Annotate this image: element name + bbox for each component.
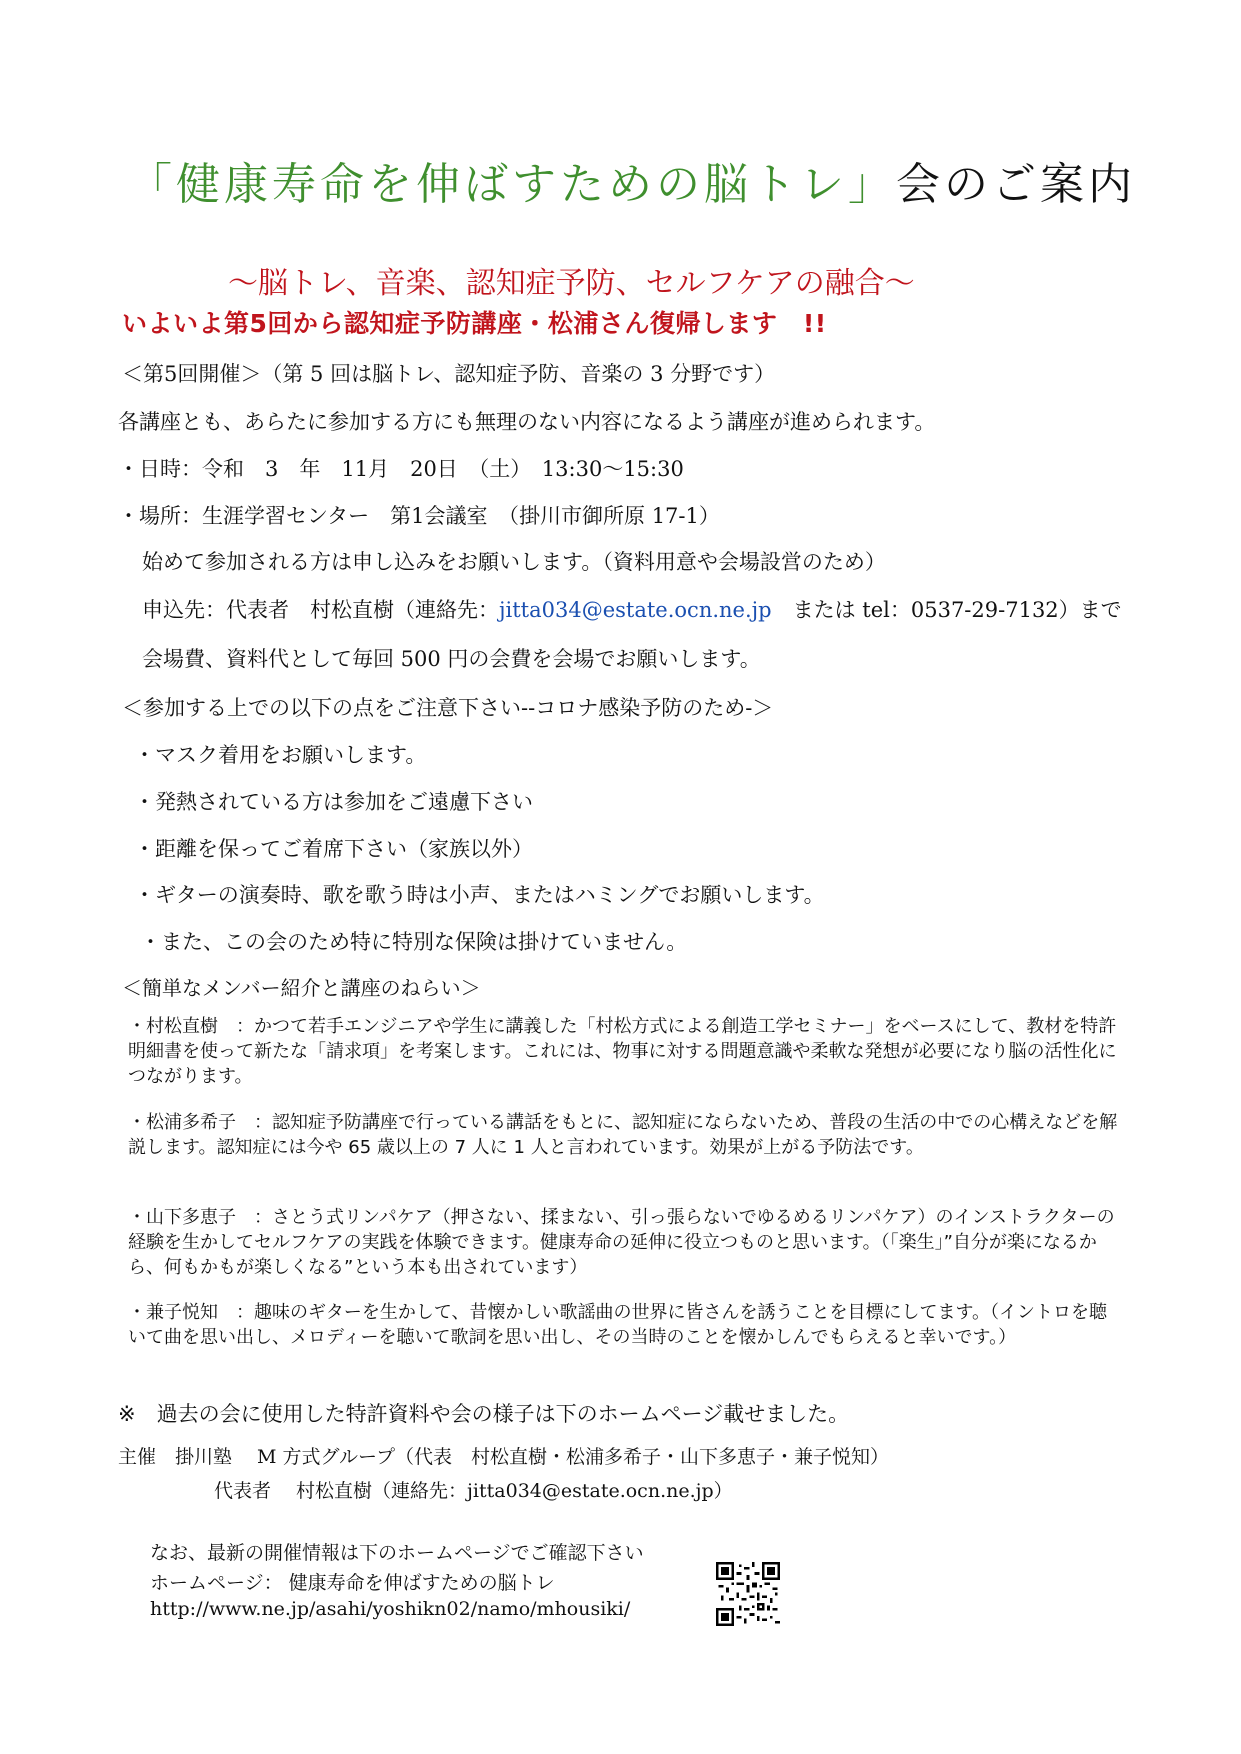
members-heading: ＜簡単なメンバー紹介と講座のねらい＞ [122,976,481,1000]
member-intro: ・松浦多希子 ：認知症予防講座で行っている講話をもとに、認知症にならないため、普段の生活の中での心構えなどを解説します。認知症には今や 65 歳以上の 7 人に 1 人と言われています。効果が上がる予防法です。 [128,1112,1118,1158]
apply-email-link[interactable]: jitta034@estate.ocn.ne.jp [499,598,772,622]
apply-prefix: 申込先：代表者 村松直樹（連絡先： [142,598,499,622]
session-datetime: ・日時：令和 3 年 11月 20日 （土） 13:30～15:30 [118,457,684,481]
precautions-heading: ＜参加する上での以下の点をご注意下さい--コロナ感染予防のため-＞ [122,696,774,720]
past-note: ※ 過去の会に使用した特許資料や会の様子は下のホームページ載せました。 [118,1402,850,1426]
precaution-item: ・ギターの演奏時、歌を歌う時は小声、またはハミングでお願いします。 [134,883,825,907]
representative-line: 代表者 村松直樹（連絡先：jitta034@estate.ocn.ne.jp） [214,1480,733,1502]
member-intro: ・村松直樹 ：かつて若手エンジニアや学生に講義した「村松方式による創造工学セミナー」をベースにして、教材を特許明細書を使って新たな「請求項」を考案します。これには、物事に対する問題意識や柔軟な発想が必要になり脳の活性化につながります。 [128,1016,1117,1087]
footer-note: なお、最新の開催情報は下のホームページでご確認下さい [150,1542,644,1564]
precaution-item: ・距離を保ってご着席下さい（家族以外） [134,837,533,861]
member-intro: ・兼子悦知 ：趣味のギターを生かして、昔懐かしい歌謡曲の世界に皆さんを誘うことを目標にしてます。（イントロを聴いて曲を思い出し、メロディーを聴いて歌詞を思い出し、その当時のことを懐かしんでもらえると幸いです。） [128,1302,1108,1348]
session-note: 各講座とも、あらたに参加する方にも無理のない内容になるよう講座が進められます。 [118,410,936,434]
session-place: ・場所：生涯学習センター 第1会議室 （掛川市御所原 17-1） [118,504,720,528]
organizer-line: 主催 掛川塾 M 方式グループ（代表 村松直樹・松浦多希子・山下多恵子・兼子悦知） [118,1446,890,1468]
apply-line [142,594,1122,624]
qr-code-icon [716,1562,780,1626]
apply-suffix: または tel：0537-29-7132）まで [771,598,1122,622]
page-title [128,148,1136,212]
title-green: 「健康寿命を伸ばすための脳トレ」 [128,159,896,210]
subtitle: ～脳トレ、音楽、認知症予防、セルフケアの融合～ [228,266,915,301]
first-time-note: 始めて参加される方は申し込みをお願いします。（資料用意や会場設営のため） [142,550,886,574]
title-black: 会のご案内 [896,159,1136,210]
precaution-item: ・また、この会のため特に特別な保険は掛けていません。 [140,930,688,954]
precaution-item: ・マスク着用をお願いします。 [134,743,427,767]
homepage-label: ホームページ： 健康寿命を伸ばすための脳トレ [150,1572,555,1594]
announcement-banner: いよいよ第5回から認知症予防講座・松浦さん復帰します !! [122,309,827,338]
homepage-url[interactable]: http://www.ne.jp/asahi/yoshikn02/namo/mhousiki/ [150,1598,631,1620]
member-intro: ・山下多恵子 ：さとう式リンパケア（押さない、揉まない、引っ張らないでゆるめるリンパケア）のインストラクターの経験を生かしてセルフケアの実践を体験できます。健康寿命の延伸に役立つものと思います。（「楽生」”自分が楽になるから、何もかもが楽しくなる”という本も出されています） [128,1207,1115,1278]
session-heading: ＜第5回開催＞（第 5 回は脳トレ、認知症予防、音楽の 3 分野です） [122,362,776,386]
fee-note: 会場費、資料代として毎回 500 円の会費を会場でお願いします。 [142,647,761,671]
precaution-item: ・発熱されている方は参加をご遠慮下さい [134,790,533,814]
